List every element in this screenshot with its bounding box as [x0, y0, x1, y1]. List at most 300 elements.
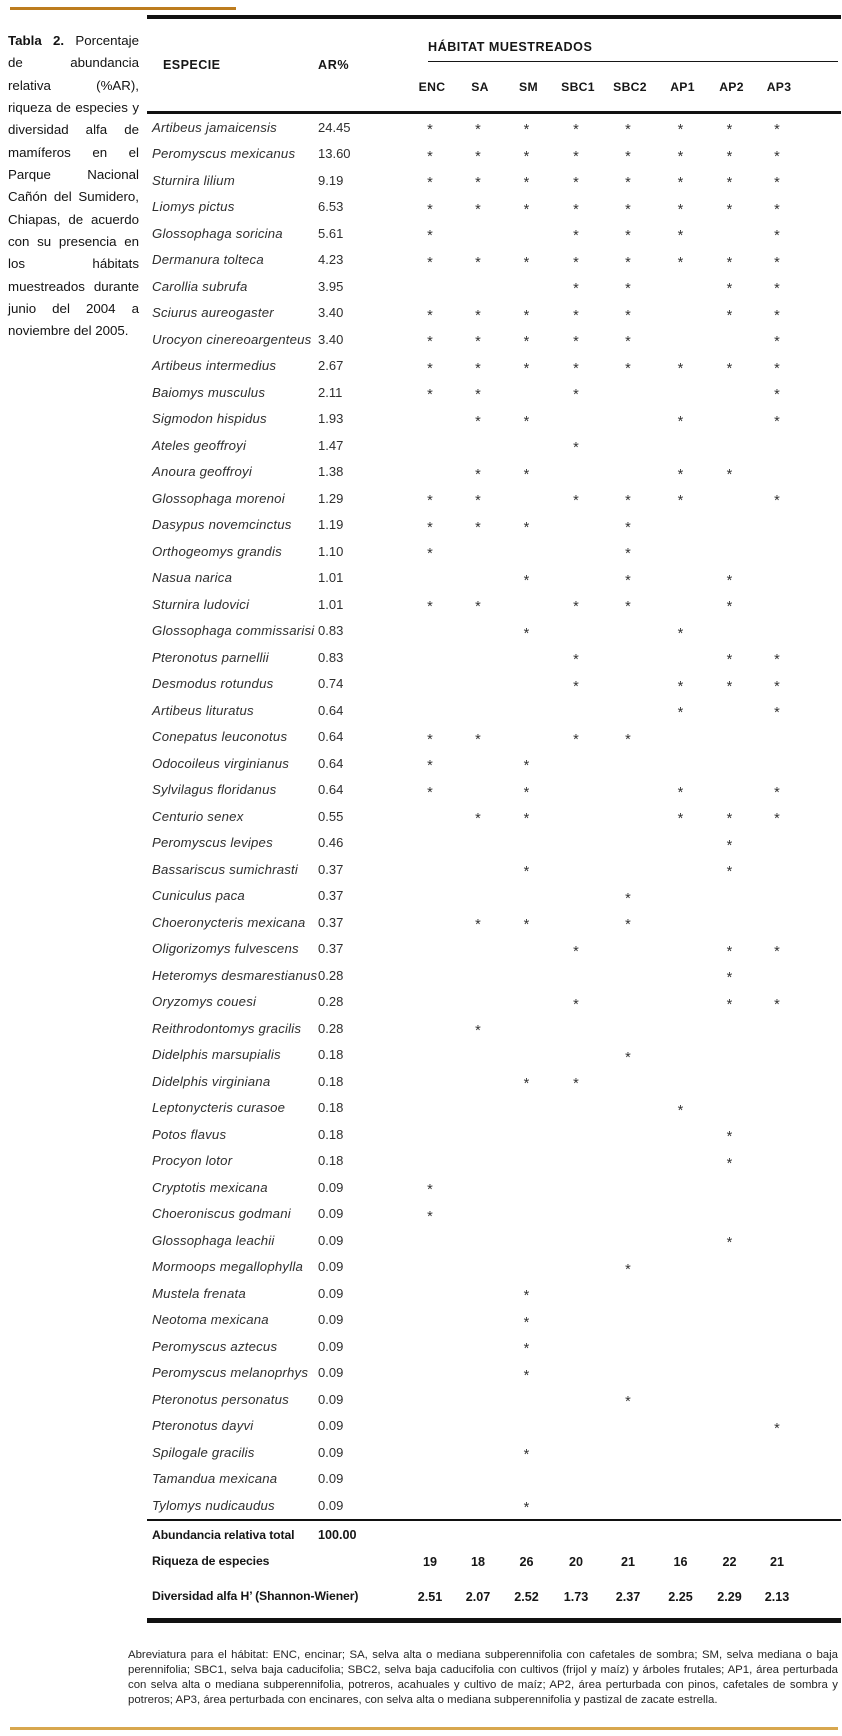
- presence-mark-sa: [454, 946, 502, 952]
- presence-mark-sm: [502, 999, 551, 1005]
- presence-mark-sa: [454, 972, 502, 978]
- presence-mark-sm: [502, 1211, 551, 1217]
- presence-mark-sm: [502, 1264, 551, 1270]
- species-name: Tamandua mexicana: [152, 1471, 278, 1487]
- presence-mark-sm: [502, 654, 551, 660]
- presence-mark-enc: [406, 628, 454, 634]
- presence-mark-enc: [406, 442, 454, 448]
- presence-mark-ap3: [753, 1449, 801, 1455]
- species-name: Artibeus intermedius: [152, 358, 277, 374]
- presence-mark-sa: *: [475, 493, 481, 510]
- presence-mark-enc: *: [427, 731, 433, 748]
- presence-mark-enc: *: [427, 307, 433, 324]
- table-header: [147, 19, 841, 111]
- presence-mark-ap2: [706, 1370, 753, 1376]
- presence-mark-ap2: [706, 919, 753, 925]
- presence-mark-ap1: [655, 1502, 706, 1508]
- presence-mark-sbc1: *: [573, 122, 579, 139]
- species-ar-value: 0.09: [318, 1179, 344, 1195]
- species-name: Anoura geoffroyi: [152, 464, 252, 480]
- presence-mark-sa: *: [475, 122, 481, 139]
- species-row: [147, 962, 841, 989]
- presence-mark-sbc2: *: [625, 360, 631, 377]
- presence-mark-sa: [454, 1476, 502, 1482]
- presence-mark-sbc2: [601, 813, 655, 819]
- presence-mark-sm: [502, 1423, 551, 1429]
- species-ar-value: 24.45: [318, 119, 351, 135]
- presence-mark-sbc1: [551, 893, 601, 899]
- presence-mark-sa: *: [475, 466, 481, 483]
- presence-mark-enc: [406, 1290, 454, 1296]
- presence-mark-sbc1: [551, 1025, 601, 1031]
- presence-mark-sbc2: *: [625, 122, 631, 139]
- presence-mark-sm: [502, 548, 551, 554]
- species-ar-value: 0.18: [318, 1073, 344, 1089]
- presence-mark-ap1: [655, 760, 706, 766]
- species-ar-value: 0.09: [318, 1338, 344, 1354]
- species-row: [147, 1015, 841, 1042]
- species-name: Glossophaga soricina: [152, 225, 283, 241]
- presence-mark-ap3: *: [774, 201, 780, 218]
- presence-mark-enc: [406, 1078, 454, 1084]
- presence-mark-sbc2: *: [625, 599, 631, 616]
- presence-mark-sbc1: [551, 1370, 601, 1376]
- column-header-ap2: AP2: [719, 79, 744, 94]
- species-name: Choeronycteris mexicana: [152, 914, 306, 930]
- species-name: Centurio senex: [152, 808, 244, 824]
- species-row: [147, 114, 841, 141]
- presence-mark-sbc1: [551, 1476, 601, 1482]
- presence-mark-sm: [502, 442, 551, 448]
- presence-mark-sa: [454, 575, 502, 581]
- presence-mark-sm: *: [523, 466, 530, 483]
- presence-mark-sm: *: [523, 811, 530, 828]
- presence-mark-ap3: [753, 1502, 801, 1508]
- presence-mark-ap3: [753, 1211, 801, 1217]
- species-name: Neotoma mexicana: [152, 1312, 269, 1328]
- presence-mark-ap3: [753, 972, 801, 978]
- species-ar-value: 0.64: [318, 782, 344, 798]
- presence-mark-sbc1: *: [573, 148, 579, 165]
- richness-value-ap3: 21: [769, 1554, 784, 1569]
- presence-mark-enc: *: [427, 148, 433, 165]
- presence-mark-sm: *: [523, 334, 530, 351]
- presence-mark-sbc1: *: [573, 678, 579, 695]
- presence-mark-sm: *: [523, 360, 530, 377]
- presence-mark-ap3: [753, 522, 801, 528]
- species-row: [147, 618, 841, 645]
- presence-mark-sbc2: *: [625, 148, 631, 165]
- presence-mark-ap3: *: [774, 678, 780, 695]
- presence-mark-enc: [406, 654, 454, 660]
- total-value: 100.00: [318, 1527, 357, 1542]
- species-row: [147, 591, 841, 618]
- species-ar-value: 3.40: [318, 305, 344, 321]
- presence-mark-sbc2: [601, 866, 655, 872]
- total-label: Abundancia relativa total: [152, 1527, 295, 1542]
- species-row: [147, 1201, 841, 1228]
- species-ar-value: 5.61: [318, 225, 344, 241]
- species-row: [147, 697, 841, 724]
- presence-mark-ap1: [655, 893, 706, 899]
- presence-mark-ap2: [706, 1502, 753, 1508]
- species-row: [147, 326, 841, 353]
- presence-mark-sbc1: [551, 1502, 601, 1508]
- presence-mark-sa: [454, 840, 502, 846]
- species-row: [147, 1254, 841, 1281]
- presence-mark-ap2: [706, 1105, 753, 1111]
- diversity-value-sa: 2.07: [465, 1589, 491, 1604]
- species-name: Dermanura tolteca: [152, 252, 264, 268]
- presence-mark-sa: [454, 707, 502, 713]
- presence-mark-ap2: *: [726, 864, 733, 881]
- presence-mark-sm: [502, 1025, 551, 1031]
- presence-mark-sm: *: [523, 1341, 530, 1358]
- presence-mark-sm: [502, 1396, 551, 1402]
- species-row: [147, 141, 841, 168]
- presence-mark-sbc1: *: [573, 599, 579, 616]
- presence-mark-ap3: *: [774, 281, 780, 298]
- presence-mark-ap3: *: [774, 387, 780, 404]
- species-ar-value: 1.19: [318, 517, 344, 533]
- presence-mark-sbc1: [551, 1343, 601, 1349]
- presence-mark-enc: [406, 1264, 454, 1270]
- presence-mark-sa: [454, 1264, 502, 1270]
- presence-mark-ap3: *: [774, 175, 780, 192]
- presence-mark-ap2: [706, 442, 753, 448]
- presence-mark-ap1: *: [677, 705, 684, 722]
- species-ar-value: 3.95: [318, 278, 344, 294]
- species-row: [147, 1095, 841, 1122]
- presence-mark-ap1: [655, 1370, 706, 1376]
- presence-mark-sbc1: [551, 1290, 601, 1296]
- presence-mark-ap2: [706, 1184, 753, 1190]
- presence-mark-ap3: *: [774, 307, 780, 324]
- column-header-sa: SA: [471, 79, 489, 94]
- species-ar-value: 0.09: [318, 1312, 344, 1328]
- presence-mark-sbc1: [551, 1449, 601, 1455]
- presence-mark-ap2: *: [726, 652, 733, 669]
- presence-mark-sa: *: [475, 1023, 481, 1040]
- species-ar-value: 2.11: [318, 384, 343, 400]
- presence-mark-ap2: [706, 336, 753, 342]
- presence-mark-ap1: [655, 1237, 706, 1243]
- presence-mark-sbc1: [551, 469, 601, 475]
- presence-mark-ap3: [753, 1052, 801, 1058]
- presence-mark-ap1: *: [677, 625, 684, 642]
- presence-mark-sa: *: [475, 254, 481, 271]
- presence-mark-ap2: *: [726, 281, 733, 298]
- summary-row-total: [147, 1521, 841, 1548]
- table-caption: [8, 30, 139, 343]
- species-row: [147, 989, 841, 1016]
- presence-mark-ap1: *: [677, 360, 684, 377]
- presence-mark-sm: *: [523, 519, 530, 536]
- presence-mark-enc: *: [427, 1208, 433, 1225]
- diversity-value-sbc1: 1.73: [563, 1589, 589, 1604]
- presence-mark-enc: [406, 1396, 454, 1402]
- presence-mark-sm: *: [523, 1288, 530, 1305]
- presence-mark-sbc2: [601, 1237, 655, 1243]
- species-ar-value: 9.19: [318, 172, 344, 188]
- presence-mark-ap3: *: [774, 652, 780, 669]
- presence-mark-ap1: [655, 1052, 706, 1058]
- species-row: [147, 565, 841, 592]
- presence-mark-ap2: [706, 1264, 753, 1270]
- species-name: Carollia subrufa: [152, 278, 248, 294]
- presence-mark-sbc2: *: [625, 890, 631, 907]
- presence-mark-ap2: [706, 1317, 753, 1323]
- presence-mark-sbc1: [551, 840, 601, 846]
- presence-mark-sm: [502, 1131, 551, 1137]
- richness-value-sa: 18: [470, 1554, 485, 1569]
- diversity-value-sbc2: 2.37: [615, 1589, 641, 1604]
- species-row: [147, 830, 841, 857]
- presence-mark-sa: [454, 1237, 502, 1243]
- presence-mark-ap1: *: [677, 228, 684, 245]
- presence-mark-ap1: [655, 1131, 706, 1137]
- presence-mark-sa: [454, 1449, 502, 1455]
- presence-mark-sbc2: *: [625, 228, 631, 245]
- presence-mark-sm: *: [523, 864, 530, 881]
- species-row: [147, 1386, 841, 1413]
- presence-mark-ap1: [655, 1476, 706, 1482]
- presence-mark-ap2: *: [726, 466, 733, 483]
- presence-mark-enc: *: [427, 122, 433, 139]
- presence-mark-sa: [454, 787, 502, 793]
- habitat-subcolumns: [408, 62, 838, 111]
- species-name: Cuniculus paca: [152, 888, 245, 904]
- presence-mark-ap3: [753, 893, 801, 899]
- presence-mark-ap1: [655, 866, 706, 872]
- presence-mark-sbc2: [601, 972, 655, 978]
- presence-mark-ap3: [753, 628, 801, 634]
- presence-mark-ap2: *: [726, 572, 733, 589]
- presence-mark-ap2: [706, 1396, 753, 1402]
- presence-mark-sbc1: [551, 760, 601, 766]
- presence-mark-sm: *: [523, 413, 530, 430]
- species-ar-value: 0.37: [318, 914, 344, 930]
- column-header-enc: ENC: [418, 79, 446, 94]
- species-ar-value: 1.38: [318, 464, 344, 480]
- species-row: [147, 644, 841, 671]
- species-name: Mormoops megallophylla: [152, 1259, 303, 1275]
- presence-mark-sbc2: [601, 1211, 655, 1217]
- presence-mark-sa: [454, 1105, 502, 1111]
- presence-mark-sbc2: [601, 389, 655, 395]
- presence-mark-sa: [454, 866, 502, 872]
- species-row: [147, 1148, 841, 1175]
- species-ar-value: 0.28: [318, 967, 344, 983]
- species-name: Liomys pictus: [152, 199, 235, 215]
- species-ar-value: 0.28: [318, 1020, 344, 1036]
- presence-mark-sm: *: [523, 917, 530, 934]
- presence-mark-ap1: [655, 1343, 706, 1349]
- presence-mark-ap3: [753, 1078, 801, 1084]
- presence-mark-ap2: [706, 1052, 753, 1058]
- presence-mark-sbc2: *: [625, 281, 631, 298]
- species-row: [147, 1068, 841, 1095]
- presence-mark-ap2: [706, 548, 753, 554]
- species-ar-value: 0.09: [318, 1471, 344, 1487]
- presence-mark-ap1: [655, 654, 706, 660]
- presence-mark-sbc1: *: [573, 334, 579, 351]
- table-bottom-border: [147, 1618, 841, 1623]
- presence-mark-ap3: [753, 1237, 801, 1243]
- presence-mark-ap3: [753, 1290, 801, 1296]
- column-header-sbc1: SBC1: [561, 79, 595, 94]
- species-name: Glossophaga leachii: [152, 1232, 275, 1248]
- presence-mark-sbc2: [601, 1158, 655, 1164]
- presence-mark-ap2: [706, 734, 753, 740]
- presence-mark-sbc1: *: [573, 1076, 579, 1093]
- species-name: Ateles geoffroyi: [152, 437, 247, 453]
- presence-mark-sm: *: [523, 254, 530, 271]
- presence-mark-enc: [406, 840, 454, 846]
- presence-mark-sbc1: [551, 1105, 601, 1111]
- presence-mark-sa: *: [475, 811, 481, 828]
- diversity-value-ap1: 2.25: [668, 1589, 693, 1604]
- presence-mark-sbc2: [601, 760, 655, 766]
- species-name: Cryptotis mexicana: [152, 1179, 268, 1195]
- presence-mark-sbc1: [551, 1131, 601, 1137]
- presence-mark-sa: [454, 1158, 502, 1164]
- presence-mark-ap3: [753, 1476, 801, 1482]
- presence-mark-sbc2: [601, 416, 655, 422]
- presence-mark-sbc2: [601, 787, 655, 793]
- presence-mark-ap3: *: [774, 148, 780, 165]
- presence-mark-ap3: [753, 1131, 801, 1137]
- presence-mark-sbc1: *: [573, 996, 579, 1013]
- presence-mark-sa: *: [475, 201, 481, 218]
- presence-mark-sbc1: [551, 919, 601, 925]
- presence-mark-sbc2: [601, 628, 655, 634]
- species-name: Odocoileus virginianus: [152, 755, 290, 771]
- species-row: [147, 167, 841, 194]
- presence-mark-sbc1: [551, 1423, 601, 1429]
- species-row: [147, 1174, 841, 1201]
- presence-mark-sm: *: [523, 784, 530, 801]
- presence-mark-sbc2: *: [625, 175, 631, 192]
- species-name: Conepatus leuconotus: [152, 729, 288, 745]
- presence-mark-ap2: *: [726, 678, 733, 695]
- species-name: Orthogeomys grandis: [152, 543, 282, 559]
- presence-mark-sbc1: [551, 1317, 601, 1323]
- species-row: [147, 300, 841, 327]
- species-row: [147, 1227, 841, 1254]
- species-name: Peromyscus mexicanus: [152, 146, 296, 162]
- presence-mark-sa: [454, 1370, 502, 1376]
- presence-mark-enc: *: [427, 175, 433, 192]
- presence-mark-sa: *: [475, 413, 481, 430]
- presence-mark-ap2: *: [726, 148, 733, 165]
- species-ar-value: 3.40: [318, 331, 344, 347]
- presence-mark-enc: [406, 1449, 454, 1455]
- presence-mark-sm: *: [523, 1076, 530, 1093]
- column-header-sbc2: SBC2: [613, 79, 647, 94]
- species-name: Bassariscus sumichrasti: [152, 861, 299, 877]
- presence-mark-sm: [502, 495, 551, 501]
- presence-mark-sa: [454, 1211, 502, 1217]
- presence-mark-sbc2: *: [625, 917, 631, 934]
- presence-mark-ap3: [753, 1370, 801, 1376]
- species-ar-value: 0.18: [318, 1153, 344, 1169]
- species-ar-value: 2.67: [318, 358, 344, 374]
- presence-mark-ap1: [655, 601, 706, 607]
- presence-mark-sm: [502, 601, 551, 607]
- table-body: [147, 114, 841, 1519]
- species-name: Baiomys musculus: [152, 384, 266, 400]
- species-row: [147, 803, 841, 830]
- species-row: [147, 1413, 841, 1440]
- column-header-ap1: AP1: [670, 79, 695, 94]
- presence-mark-sa: [454, 1078, 502, 1084]
- presence-mark-ap2: *: [726, 970, 733, 987]
- presence-mark-sa: [454, 1290, 502, 1296]
- presence-mark-enc: [406, 866, 454, 872]
- presence-mark-sbc1: [551, 416, 601, 422]
- presence-mark-ap3: *: [774, 943, 780, 960]
- species-name: Peromyscus levipes: [152, 835, 273, 851]
- presence-mark-sbc2: *: [625, 546, 631, 563]
- presence-mark-sbc1: [551, 1396, 601, 1402]
- presence-mark-ap2: [706, 893, 753, 899]
- species-ar-value: 0.09: [318, 1418, 344, 1434]
- presence-mark-sbc2: [601, 999, 655, 1005]
- presence-mark-ap3: *: [774, 996, 780, 1013]
- presence-mark-ap2: [706, 1078, 753, 1084]
- diversity-label: Diversidad alfa H’ (Shannon-Wiener): [152, 1589, 359, 1603]
- presence-mark-enc: [406, 813, 454, 819]
- presence-mark-ap1: *: [677, 254, 684, 271]
- presence-mark-enc: [406, 1052, 454, 1058]
- column-header-ar: AR%: [318, 58, 350, 72]
- richness-value-ap2: 22: [722, 1554, 737, 1569]
- species-ar-value: 1.10: [318, 543, 344, 559]
- presence-mark-ap3: [753, 1396, 801, 1402]
- presence-mark-sa: [454, 893, 502, 899]
- species-name: Nasua narica: [152, 570, 233, 586]
- presence-mark-sbc2: *: [625, 1394, 631, 1411]
- presence-mark-sbc2: [601, 469, 655, 475]
- presence-mark-enc: *: [427, 519, 433, 536]
- presence-mark-sbc2: [601, 1423, 655, 1429]
- presence-mark-ap1: [655, 1290, 706, 1296]
- species-row: [147, 724, 841, 751]
- presence-mark-sbc2: [601, 1105, 655, 1111]
- presence-mark-ap3: *: [774, 228, 780, 245]
- presence-mark-enc: *: [427, 546, 433, 563]
- species-ar-value: 0.83: [318, 649, 344, 665]
- presence-mark-ap2: [706, 1449, 753, 1455]
- species-ar-value: 0.09: [318, 1365, 344, 1381]
- diversity-value-ap3: 2.13: [764, 1589, 790, 1604]
- presence-mark-ap3: [753, 548, 801, 554]
- presence-mark-ap1: [655, 1078, 706, 1084]
- presence-mark-ap3: *: [774, 493, 780, 510]
- presence-mark-sbc2: [601, 1343, 655, 1349]
- presence-mark-sm: *: [523, 122, 530, 139]
- presence-mark-sa: [454, 442, 502, 448]
- presence-mark-enc: *: [427, 784, 433, 801]
- presence-mark-sm: *: [523, 201, 530, 218]
- presence-mark-sbc1: [551, 548, 601, 554]
- species-row: [147, 273, 841, 300]
- species-ar-value: 0.09: [318, 1497, 344, 1513]
- richness-value-sm: 26: [519, 1554, 534, 1569]
- presence-mark-ap1: [655, 1025, 706, 1031]
- species-name: Dasypus novemcinctus: [152, 517, 292, 533]
